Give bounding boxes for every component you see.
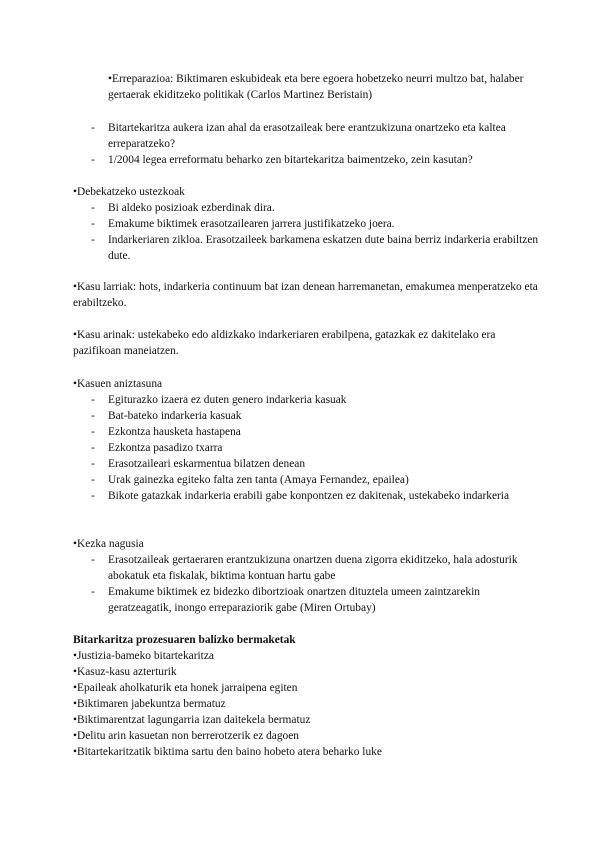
questions-block (73, 120, 543, 168)
list-item: •Epaileak aholkaturik eta honek jarraipena egiten (73, 682, 298, 694)
list-item: - Bikote gatazkak indarkeria erabili gabe konpontzen ez dakitenak, ustekabeko indarkeria (73, 488, 543, 504)
section-heading: •Kezka nagusia (73, 538, 144, 550)
list-item: - Ezkontza hausketa hastapena (73, 424, 543, 440)
list-item: - Erasotzaileak gertaeraren erantzukizuna onartzen duena zigorra ekiditzeko, hala adosturik abokatuk eta fiskalak, biktima kontuan hartu gabe (73, 552, 543, 584)
kasuen-aniztasuna-section (73, 376, 543, 504)
section-heading: •Kasuen aniztasuna (73, 378, 163, 390)
kasu-larriak-text: •Kasu larriak: hots, indarkeria continuum bat izan denean harremanetan, emakumea menperatzeko eta erabiltzeko. (73, 281, 538, 309)
list-item: - Indarkeriaren zikloa. Erasotzaileek barkamena eskatzen dute baina berriz indarkeria erabiltzen dute. (73, 232, 543, 264)
list-item: - Ezkontza pasadizo txarra (73, 440, 543, 456)
kasu-arinak-text: •Kasu arinak: ustekabeko edo aldizkako indarkeriaren erabilpena, gatazkak ez dakitelako era pazifikoan maneiatzen. (73, 329, 496, 357)
kezka-nagusia-section (73, 536, 543, 616)
list-item: - Emakume biktimek ez bidezko dibortzioak onartzen dituztela umeen zaintzarekin geratzeagatik, inongo erreparaziorik gabe (Miren Ortubay) (73, 584, 543, 616)
kasuen-aniztasuna-list (73, 392, 543, 504)
list-item: •Justizia-bameko bitartekaritza (73, 650, 214, 662)
list-item: - Urak gainezka egiteko falta zen tanta (Amaya Fernandez, epailea) (73, 472, 543, 488)
list-item: •Kasuz-kasu azterturik (73, 666, 177, 678)
list-item: - Bitartekaritza aukera izan ahal da erasotzaileak bere erantzukizuna onartzeko eta kaltea erreparatzeko? (73, 120, 543, 152)
kasu-arinak-paragraph (73, 327, 543, 359)
bermaketak-section (73, 632, 543, 760)
list-item: •Bitartekaritzatik biktima sartu den baino hobeto atera beharko luke (73, 746, 382, 758)
questions-list (73, 120, 543, 168)
erreparazioa-text: •Erreparazioa: Biktimaren eskubideak eta bere egoera hobetzeko neurri multzo bat, halaber gertaerak ekiditzeko politikak (Carlos Martinez Beristain) (108, 73, 524, 101)
debekatzeko-section (73, 184, 543, 264)
kezka-nagusia-list (73, 552, 543, 616)
list-item: •Biktimarentzat lagungarria izan daitekela bermatuz (73, 714, 311, 726)
list-item: - Erasotzaileari eskarmentua bilatzen denean (73, 456, 543, 472)
section-title: Bitarkaritza prozesuaren balizko bermaketak (73, 634, 296, 646)
section-heading: •Debekatzeko ustezkoak (73, 186, 185, 198)
erreparazioa-paragraph (108, 71, 538, 103)
list-item: - Bat-bateko indarkeria kasuak (73, 408, 543, 424)
list-item: - Bi aldeko posizioak ezberdinak dira. (73, 200, 543, 216)
list-item: •Delitu arin kasuetan non berrerotzerik ez dagoen (73, 730, 300, 742)
list-item: - Egiturazko izaera ez duten genero indarkeria kasuak (73, 392, 543, 408)
list-item: - Emakume biktimek erasotzailearen jarrera justifikatzeko joera. (73, 216, 543, 232)
list-item: - 1/2004 legea erreformatu beharko zen bitartekaritza baimentzeko, zein kasutan? (73, 152, 543, 168)
debekatzeko-list (73, 200, 543, 264)
kasu-larriak-paragraph (73, 279, 543, 311)
list-item: •Biktimaren jabekuntza bermatuz (73, 698, 226, 710)
